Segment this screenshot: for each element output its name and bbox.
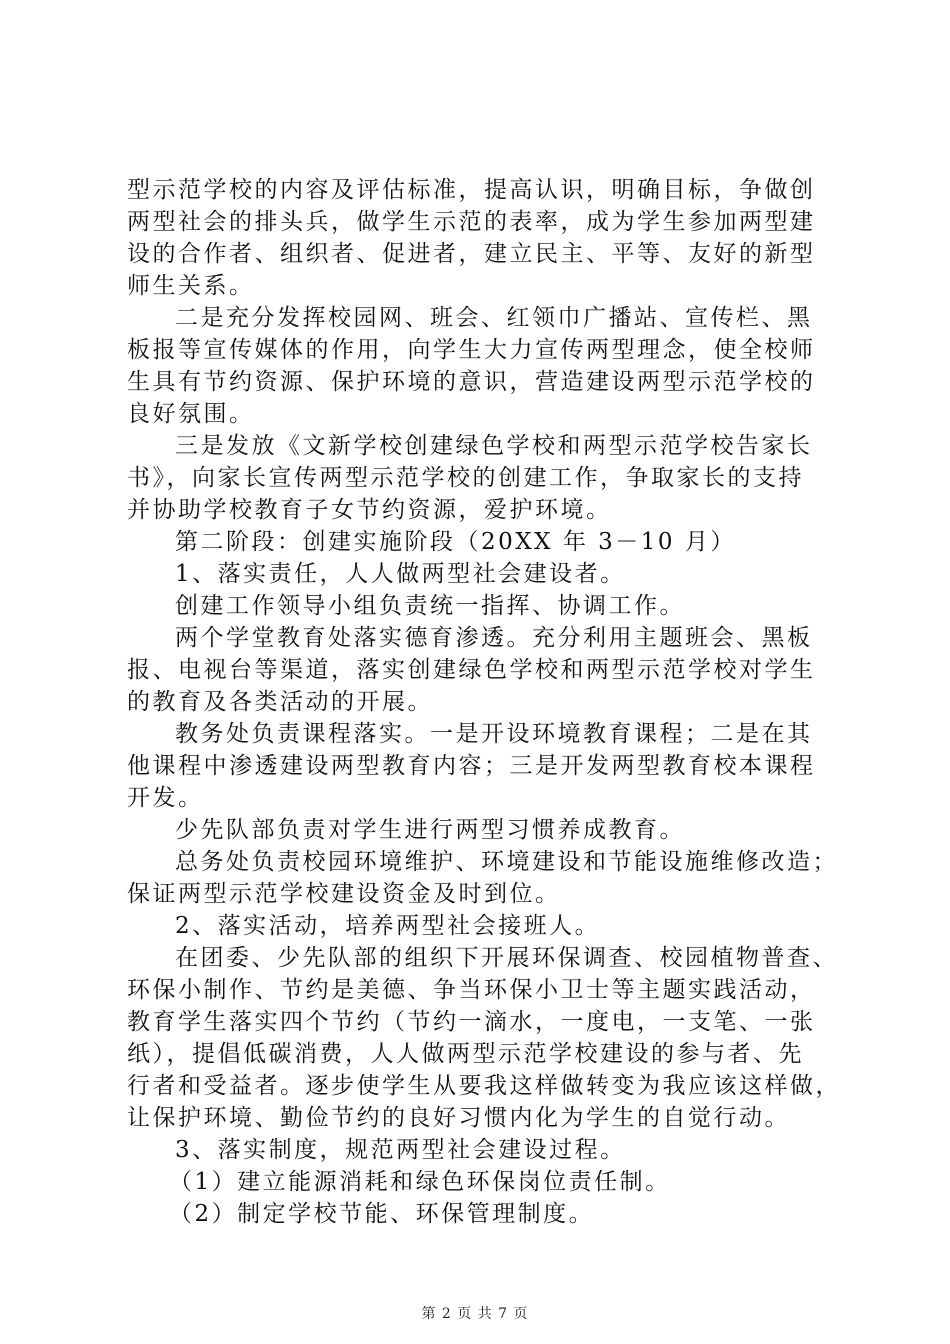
body-line: 的教育及各类活动的开展。	[127, 689, 433, 715]
body-line: 报、电视台等渠道，落实创建绿色学校和两型示范学校对学生	[127, 657, 816, 683]
list-item: （1）建立能源消耗和绿色环保岗位责任制。	[169, 1169, 671, 1195]
body-line: 良好氛围。	[127, 401, 255, 427]
body-line: 纸），提倡低碳消费，人人做两型示范学校建设的参与者、先	[127, 1041, 804, 1067]
body-line: 两型社会的排头兵，做学生示范的表率，成为学生参加两型建	[127, 209, 816, 235]
body-line: 书》，向家长宣传两型示范学校的创建工作，争取家长的支持	[127, 465, 804, 491]
paragraph-start-line: 在团委、少先队部的组织下开展环保调查、校园植物普查、	[175, 945, 838, 971]
section-heading: 第二阶段：创建实施阶段（20XX 年 3－10 月）	[175, 529, 736, 555]
paragraph-start-line: 三是发放《文新学校创建绿色学校和两型示范学校告家长	[175, 433, 813, 459]
paragraph-start-line: 二是充分发挥校园网、班会、红领巾广播站、宣传栏、黑	[175, 305, 813, 331]
subsection-heading: 3、落实制度，规范两型社会建设过程。	[175, 1137, 626, 1163]
body-line: 让保护环境、勤俭节约的良好习惯内化为学生的自觉行动。	[127, 1105, 790, 1131]
body-line: 生具有节约资源、保护环境的意识，营造建设两型示范学校的	[127, 369, 816, 395]
body-line: 板报等宣传媒体的作用，向学生大力宣传两型理念，使全校师	[127, 337, 816, 363]
body-line: 并协助学校教育子女节约资源，爱护环境。	[127, 497, 612, 523]
body-line: 设的合作者、组织者、促进者，建立民主、平等、友好的新型	[127, 241, 816, 267]
body-line: 行者和受益者。逐步使学生从要我这样做转变为我应该这样做，	[127, 1073, 841, 1099]
subsection-heading: 1、落实责任，人人做两型社会建设者。	[175, 561, 626, 587]
body-line: 保证两型示范学校建设资金及时到位。	[127, 881, 561, 907]
paragraph-start-line: 创建工作领导小组负责统一指挥、协调工作。	[175, 593, 685, 619]
paragraph-start-line: 总务处负责校园环境维护、环境建设和节能设施维修改造；	[175, 849, 838, 875]
document-body	[127, 174, 841, 1230]
body-line: 他课程中渗透建设两型教育内容；三是开发两型教育校本课程	[127, 753, 816, 779]
body-line: 师生关系。	[127, 273, 255, 299]
paragraph-start-line: 两个学堂教育处落实德育渗透。充分利用主题班会、黑板	[175, 625, 813, 651]
body-line: 开发。	[127, 785, 204, 811]
paragraph-start-line: 少先队部负责对学生进行两型习惯养成教育。	[175, 817, 685, 843]
subsection-heading: 2、落实活动，培养两型社会接班人。	[175, 913, 601, 939]
body-line: 环保小制作、节约是美德、争当环保小卫士等主题实践活动，	[127, 977, 816, 1003]
body-line: 教育学生落实四个节约（节约一滴水，一度电，一支笔、一张	[127, 1009, 816, 1035]
page-number-footer: 第 2 页 共 7 页	[421, 1306, 529, 1322]
body-line: 型示范学校的内容及评估标准，提高认识，明确目标，争做创	[127, 177, 816, 203]
list-item: （2）制定学校节能、环保管理制度。	[169, 1201, 595, 1227]
paragraph-start-line: 教务处负责课程落实。一是开设环境教育课程；二是在其	[175, 721, 813, 747]
